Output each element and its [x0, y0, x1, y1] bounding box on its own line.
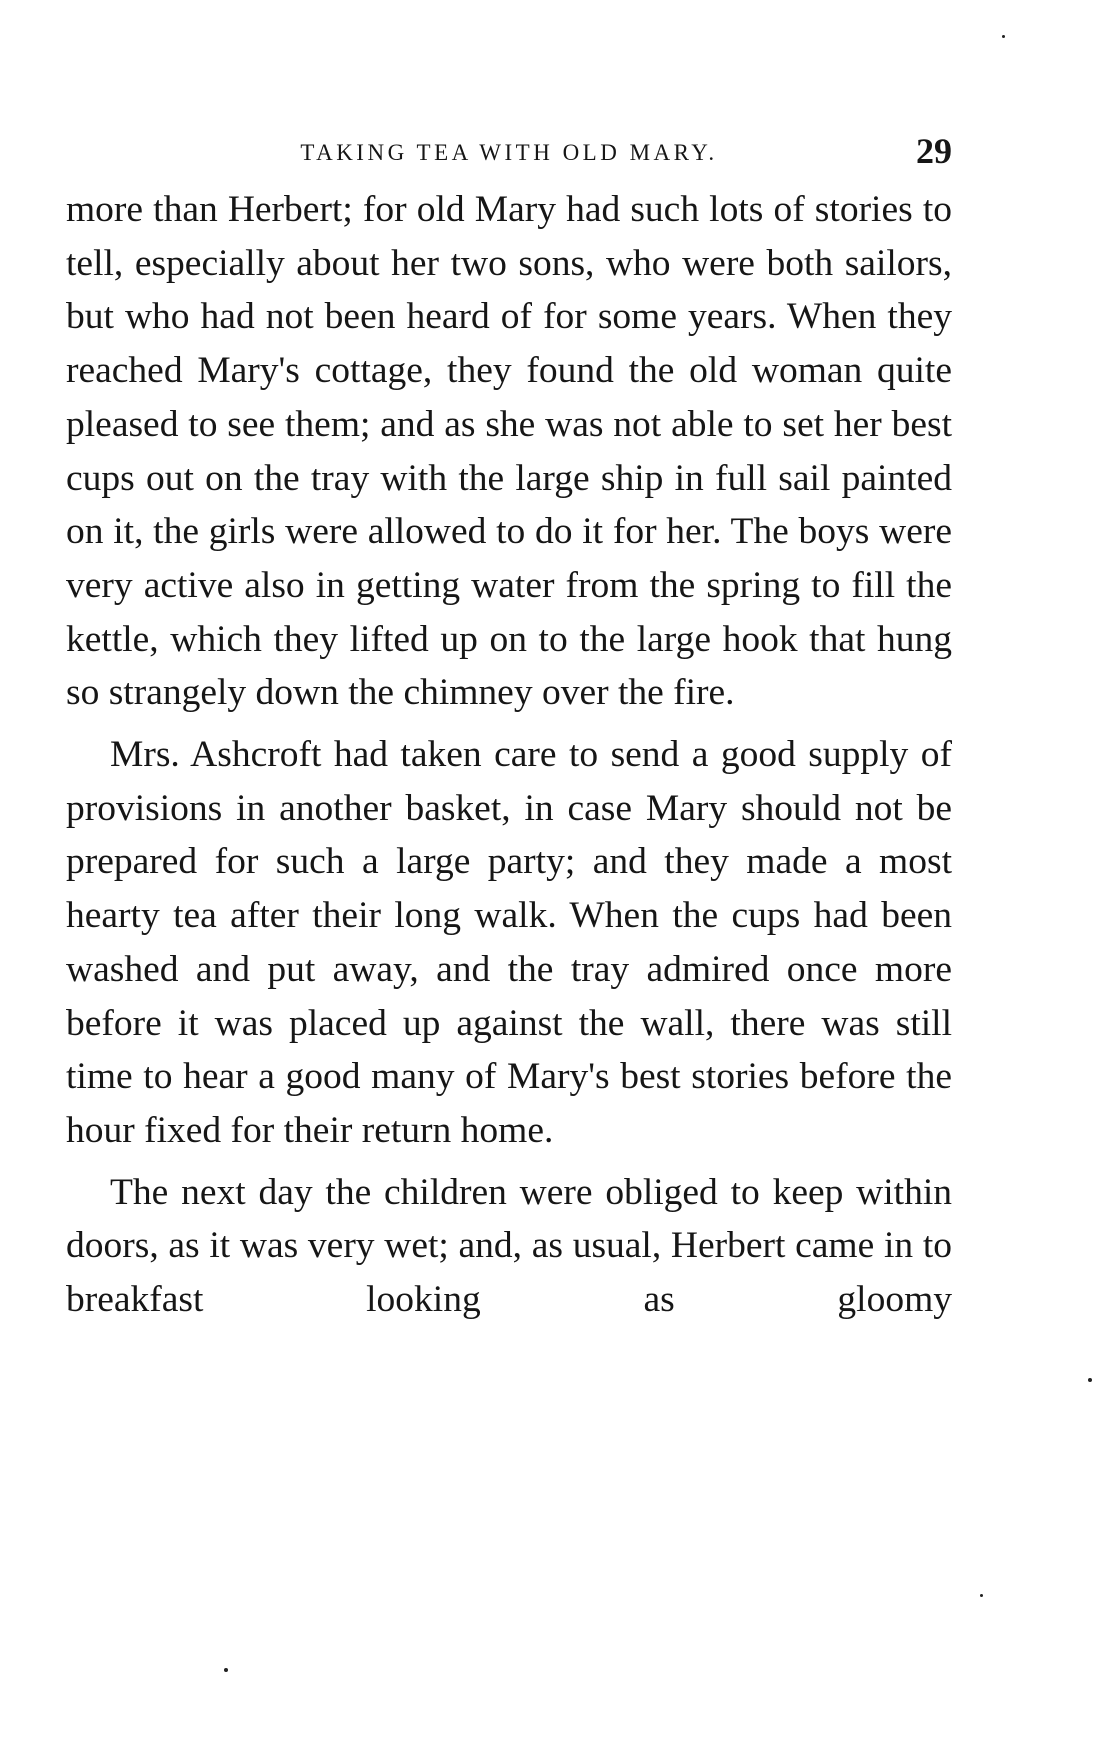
paragraph-2: Mrs. Ashcroft had taken care to send a good supply of provisions in another basket, in case Mary should not be prepared for such a large party; and they made a most hearty tea after their long walk. When the cups had been washed and put away, and the tray admired once more before it was placed up against the wall, there was still time to hear a good many of Mary's best stories before the hour fixed for their return home. [66, 734, 952, 1151]
scan-speck-bottom [224, 1668, 228, 1672]
paragraph-1: more than Herbert; for old Mary had such lots of stories to tell, especially about her two sons, who were both sailors, but who had not been heard of for some years. When they reached Mary's cottage, they found the old woman quite pleased to see them; and as she was not able to set her best cups out on the tray with the large ship in full sail painted on it, the girls were allowed to do it for her. The boys were very active also in getting water from the spring to fill the kettle, which they lifted up on to the large hook that hung so strangely down the chimney over the fire. [66, 189, 952, 714]
running-head [66, 130, 952, 174]
scan-speck-right [1088, 1378, 1092, 1382]
scan-speck-margin [980, 1594, 983, 1597]
body-text [66, 183, 952, 1327]
running-title: TAKING TEA WITH OLD MARY. [300, 140, 718, 165]
page-number: 29 [916, 131, 952, 171]
scan-speck-top-right [1002, 35, 1005, 38]
paragraph-3: The next day the children were obliged to keep within doors, as it was very wet; and, as usual, Herbert came in to breakfast looking as gloomy [66, 1171, 952, 1321]
